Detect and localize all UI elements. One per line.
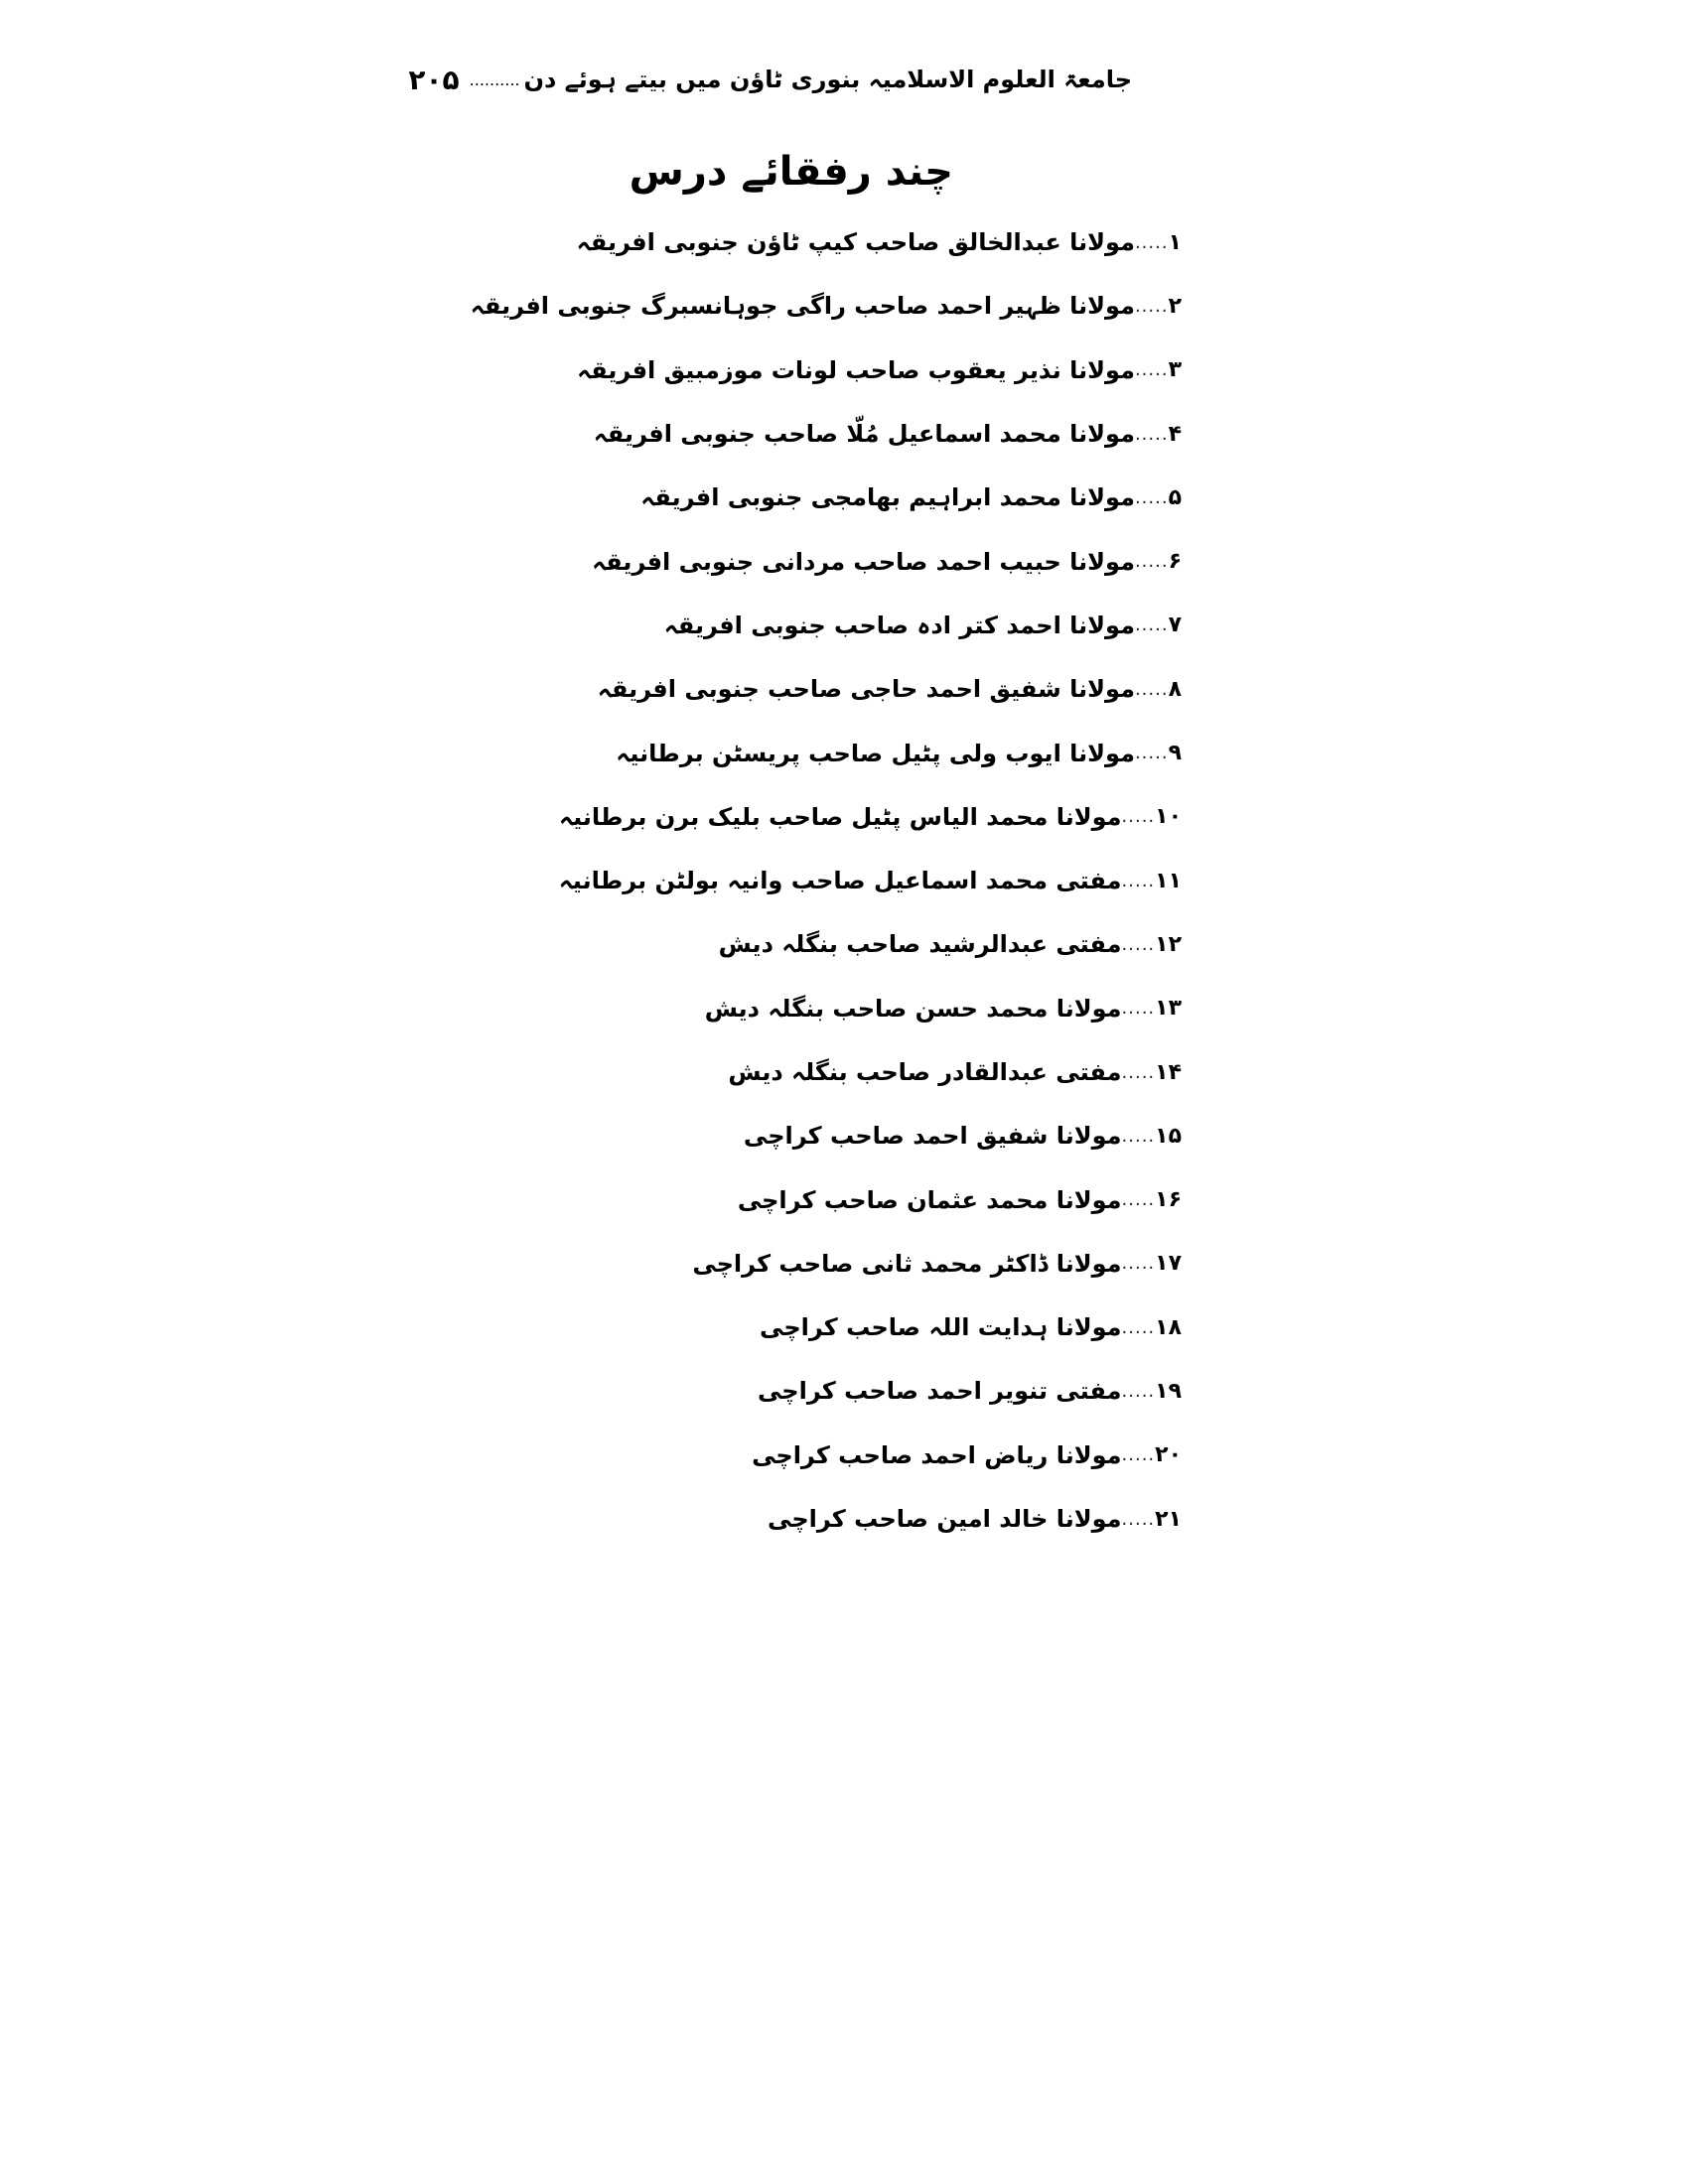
item-text: مولانا ہدایت اللہ صاحب کراچی — [760, 1313, 1122, 1342]
item-number: ۱۳ — [1155, 996, 1182, 1022]
item-leader-dots: ..... — [1134, 423, 1169, 445]
item-number: ۲۰ — [1155, 1442, 1182, 1468]
item-text: مولانا شفیق احمد صاحب کراچی — [743, 1122, 1122, 1151]
header-separator: .......... — [469, 69, 520, 89]
item-text: مولانا شفیق احمد حاجی صاحب جنوبی افریقہ — [597, 675, 1135, 704]
list-item — [556, 466, 1182, 529]
item-leader-dots: ..... — [1134, 743, 1169, 764]
list-item — [556, 1359, 1182, 1423]
item-number: ۱۶ — [1155, 1187, 1182, 1213]
item-leader-dots: ..... — [1121, 998, 1156, 1020]
item-leader-dots: ..... — [1134, 614, 1169, 636]
list-item — [556, 977, 1182, 1040]
list-item — [556, 210, 1182, 274]
item-number: ۱۹ — [1155, 1378, 1182, 1404]
list-item — [556, 657, 1182, 721]
header-title: جامعۃ العلوم الاسلامیہ بنوری ٹاؤن میں بیتے ہوئے دن — [523, 66, 1132, 93]
list-item — [556, 1104, 1182, 1167]
item-number: ۸ — [1168, 676, 1182, 702]
item-text: مفتی محمد اسماعیل صاحب وانیہ بولٹن برطانیہ — [558, 867, 1122, 895]
item-number: ۲ — [1168, 293, 1182, 319]
item-text: مولانا حبیب احمد صاحب مردانی جنوبی افریقہ — [592, 547, 1135, 576]
item-text: مولانا ایوب ولی پٹیل صاحب پریسٹن برطانیہ — [616, 739, 1135, 767]
item-text: مولانا نذیر یعقوب صاحب لونات موزمبیق افریقہ — [577, 355, 1135, 384]
item-text: مفتی عبدالقادر صاحب بنگلہ دیش — [728, 1058, 1122, 1086]
list-item — [556, 402, 1182, 466]
item-leader-dots: ..... — [1134, 486, 1169, 508]
item-number: ۱۵ — [1155, 1123, 1182, 1149]
item-text: مولانا احمد کتر ادہ صاحب جنوبی افریقہ — [663, 611, 1135, 639]
section-title: چند رفقائے درس — [629, 149, 953, 195]
item-text: مولانا ریاض احمد صاحب کراچی — [752, 1440, 1122, 1469]
classmates-list — [470, 210, 1182, 1551]
item-leader-dots: ..... — [1121, 1253, 1156, 1275]
item-number: ۵ — [1168, 484, 1182, 510]
item-text: مولانا ظہیر احمد صاحب راگی جوہانسبرگ جنوبی افریقہ — [470, 292, 1135, 321]
item-leader-dots: ..... — [1121, 1444, 1156, 1466]
item-leader-dots: ..... — [1121, 1508, 1156, 1530]
item-leader-dots: ..... — [1134, 551, 1169, 573]
item-leader-dots: ..... — [1121, 1316, 1156, 1338]
page-number: ۲۰۵ — [408, 63, 460, 96]
item-text: مولانا محمد عثمان صاحب کراچی — [737, 1185, 1122, 1214]
list-item — [556, 1296, 1182, 1359]
item-text: مولانا ڈاکٹر محمد ثانی صاحب کراچی — [692, 1249, 1122, 1278]
list-item — [556, 594, 1182, 657]
list-item — [556, 1487, 1182, 1551]
list-item — [556, 1040, 1182, 1104]
item-text: مفتی تنویر احمد صاحب کراچی — [758, 1377, 1122, 1406]
item-text: مولانا محمد حسن صاحب بنگلہ دیش — [704, 994, 1122, 1023]
item-leader-dots: ..... — [1134, 359, 1169, 381]
running-header — [408, 58, 1132, 101]
list-item — [556, 339, 1182, 402]
item-leader-dots: ..... — [1121, 1125, 1156, 1147]
item-leader-dots: ..... — [1121, 933, 1156, 955]
item-number: ۳ — [1168, 357, 1182, 383]
item-number: ۱۸ — [1155, 1314, 1182, 1340]
item-number: ۱۴ — [1155, 1059, 1182, 1085]
list-item — [556, 1232, 1182, 1296]
item-number: ۱۷ — [1155, 1251, 1182, 1277]
item-number: ۹ — [1168, 741, 1182, 766]
list-item — [556, 1167, 1182, 1231]
item-leader-dots: ..... — [1121, 806, 1156, 828]
item-leader-dots: ..... — [1134, 678, 1169, 700]
item-number: ۶ — [1168, 549, 1182, 575]
list-item — [556, 785, 1182, 849]
list-item — [556, 721, 1182, 784]
item-number: ۱۲ — [1155, 931, 1182, 957]
item-text: مفتی عبدالرشید صاحب بنگلہ دیش — [718, 930, 1122, 959]
item-leader-dots: ..... — [1121, 1189, 1156, 1211]
item-number: ۱۰ — [1155, 804, 1182, 830]
item-leader-dots: ..... — [1134, 231, 1169, 253]
list-item — [556, 1424, 1182, 1487]
item-text: مولانا محمد ابراہیم بھامجی جنوبی افریقہ — [640, 483, 1135, 512]
item-leader-dots: ..... — [1121, 1380, 1156, 1402]
item-number: ۱۱ — [1155, 868, 1182, 893]
item-number: ۱ — [1168, 229, 1182, 255]
item-leader-dots: ..... — [1121, 870, 1156, 891]
list-item — [470, 274, 1182, 338]
item-text: مولانا خالد امین صاحب کراچی — [768, 1505, 1122, 1534]
item-leader-dots: ..... — [1134, 295, 1169, 317]
list-item — [556, 912, 1182, 976]
item-text: مولانا محمد الیاس پٹیل صاحب بلیک برن برطانیہ — [559, 802, 1122, 831]
item-text: مولانا محمد اسماعیل مُلّا صاحب جنوبی افریقہ — [593, 420, 1135, 449]
item-number: ۷ — [1168, 613, 1182, 638]
item-number: ۴ — [1168, 421, 1182, 447]
list-item — [556, 529, 1182, 593]
item-leader-dots: ..... — [1121, 1061, 1156, 1083]
list-item — [556, 849, 1182, 912]
item-text: مولانا عبدالخالق صاحب کیپ ٹاؤن جنوبی افریقہ — [576, 228, 1135, 257]
item-number: ۲۱ — [1155, 1506, 1182, 1532]
